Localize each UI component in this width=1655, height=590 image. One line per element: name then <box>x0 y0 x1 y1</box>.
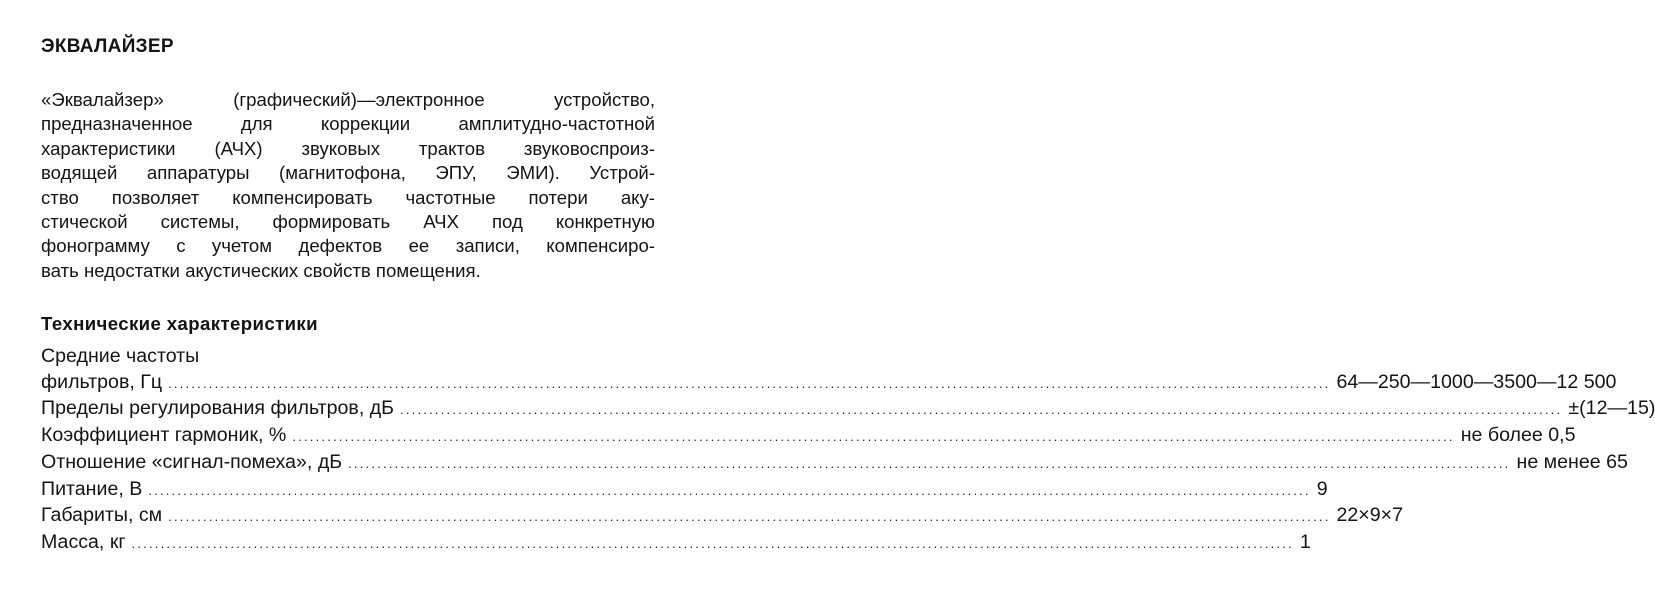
dot-leader: ........................................................................................................................................................................................................ <box>168 509 1331 525</box>
description-paragraph <box>41 88 655 283</box>
spec-label-mass: Масса, кг <box>41 530 126 553</box>
spec-value-power: 9 <box>1316 477 1328 500</box>
dot-leader: ........................................................................................................................................................................................................ <box>148 482 1311 498</box>
specs-title: Технические характеристики <box>41 313 318 334</box>
spec-row-mass <box>41 530 1311 557</box>
paragraph-line: ство позволяет компенсировать частотные потери аку- <box>41 186 655 208</box>
spec-value-range: ±(12—15) <box>1568 397 1655 420</box>
dot-leader: ........................................................................................................................................................................................................ <box>348 455 1511 471</box>
spec-label-size: Габариты, см <box>41 504 163 527</box>
spec-row-snr <box>41 450 1628 477</box>
paragraph-line: фонограмму с учетом дефектов ее записи, компенсиро- <box>41 235 655 257</box>
spec-row-range <box>41 396 1655 423</box>
spec-label-freq: фильтров, Гц <box>41 370 163 393</box>
spec-value-size: 22×9×7 <box>1336 504 1403 527</box>
document-title: ЭКВАЛАЙЗЕР <box>41 36 174 57</box>
spec-value-snr: не менее 65 <box>1516 450 1628 473</box>
paragraph-line: предназначенное для коррекции амплитудно-частотной <box>41 113 655 135</box>
spec-label-snr: Отношение «сигнал-помеха», дБ <box>41 450 343 473</box>
spec-row-thd <box>41 423 1576 450</box>
specs-list <box>41 344 1655 557</box>
paragraph-line: «Эквалайзер» (графический)—электронное устройство, <box>41 89 655 110</box>
spec-row-size <box>41 503 1403 530</box>
paragraph-line: вать недостатки акустических свойств помещения. <box>41 259 481 281</box>
spec-label-thd: Коэффициент гармоник, % <box>41 424 287 447</box>
spec-value-thd: не более 0,5 <box>1460 424 1576 447</box>
spec-label-power: Питание, В <box>41 477 143 500</box>
spec-row-power <box>41 477 1328 504</box>
dot-leader: ........................................................................................................................................................................................................ <box>131 535 1294 551</box>
spec-label-freq-line1: Средние частоты <box>41 345 200 367</box>
spec-value-mass: 1 <box>1299 530 1311 553</box>
paragraph-line: характеристики (АЧХ) звуковых трактов звуковоспроиз- <box>41 137 655 159</box>
dot-leader: ........................................................................................................................................................................................................ <box>400 402 1563 418</box>
paragraph-line: стической системы, формировать АЧХ под конкретную <box>41 211 655 233</box>
paragraph-line: водящей аппаратуры (магнитофона, ЭПУ, ЭМИ). Устрой- <box>41 162 655 184</box>
spec-value-freq: 64—250—1000—3500—12 500 <box>1336 370 1617 393</box>
dot-leader: ........................................................................................................................................................................................................ <box>168 375 1331 391</box>
spec-label-range: Пределы регулирования фильтров, дБ <box>41 397 395 420</box>
spec-row-freq <box>41 370 1617 397</box>
dot-leader: ........................................................................................................................................................................................................ <box>292 429 1455 445</box>
